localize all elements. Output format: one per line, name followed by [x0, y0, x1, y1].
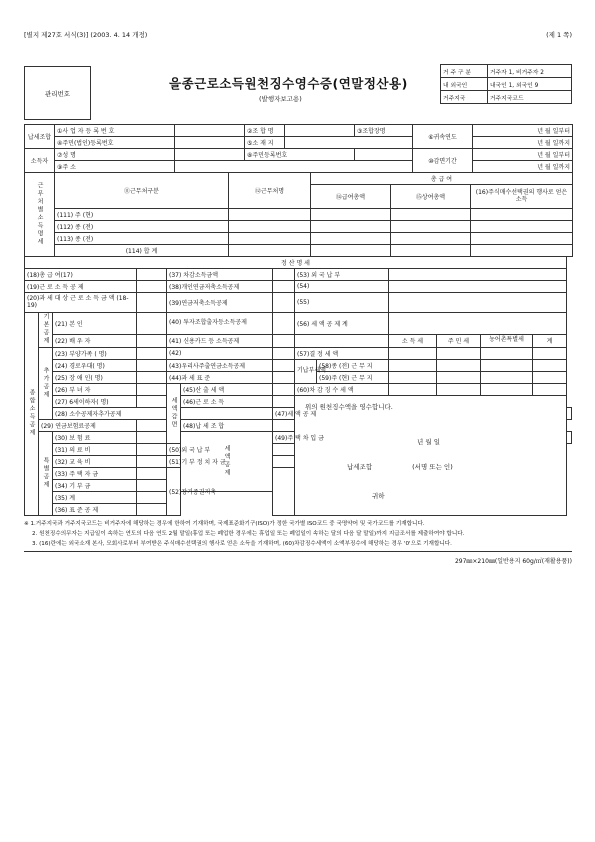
taxpayer-table: [24, 124, 573, 173]
cell[interactable]: [137, 504, 167, 516]
cell[interactable]: [137, 348, 167, 360]
cell[interactable]: [273, 360, 295, 372]
exempt-to[interactable]: 년 월 일까지: [473, 161, 573, 173]
cell[interactable]: [273, 313, 295, 335]
tax-credit-label: 세액공제: [181, 432, 273, 492]
col-workplace-type: ⑪근무처구분: [55, 173, 229, 209]
self-label: (21) 본 인: [53, 313, 137, 335]
cell[interactable]: [533, 360, 567, 372]
resident-no-label: ⑧주민등록번호: [245, 149, 355, 161]
form-subtitle: (발행자보고용): [259, 95, 302, 103]
pension-premium-label: (29) 연금보험료공제: [39, 420, 137, 432]
corp-no-field[interactable]: [175, 137, 245, 149]
address-label: ⑤소 재 지: [245, 137, 285, 149]
cell[interactable]: [273, 456, 295, 468]
col-income-tax: 소 득 세: [389, 334, 437, 347]
name-field[interactable]: [175, 149, 245, 161]
cell[interactable]: [137, 281, 167, 293]
office-box: [24, 66, 91, 120]
note-2: 2. 원천징수의무자는 지급일이 속하는 연도의 다음 연도 2월 말일(휴업 또는 폐업한 경우에는 휴업일 또는 폐업일이 속하는 달의 다음 달 말일)까지 지급조서를 제출하여야 합니다.: [32, 531, 465, 537]
curr-workplace-label: (59)주 (현) 근 무 지: [317, 372, 389, 384]
country-code[interactable]: 거주지국코드: [487, 91, 571, 104]
col-bonus-total: ⑮상여총액: [391, 185, 471, 209]
union-name-field[interactable]: [285, 125, 355, 137]
earner-label: 소득자: [25, 149, 55, 173]
cell[interactable]: [229, 221, 311, 233]
esop-label: (43)우리사주출연금소득공제: [167, 360, 273, 372]
disabled-label: (25) 장 애 인( 명): [53, 372, 137, 384]
housing-loan-label: (49)주 택 차 입 금: [273, 432, 295, 444]
cell[interactable]: [389, 269, 567, 281]
cell[interactable]: [389, 384, 437, 396]
workplace-table: [24, 172, 573, 257]
year-to[interactable]: 년 월 일까지: [473, 137, 573, 149]
row-prev-1: (112) 종 (전): [55, 221, 229, 233]
cell[interactable]: [137, 444, 167, 456]
medical-label: (31) 의 료 비: [53, 444, 137, 456]
cell[interactable]: [273, 281, 295, 293]
resident-no-field[interactable]: [355, 149, 413, 161]
confirmation-area: [295, 396, 567, 516]
document: [24, 30, 572, 565]
total-deduction-label: 종합소득공제: [25, 313, 39, 516]
dependents-label: (23) 부양가족 ( 명): [53, 348, 137, 360]
cell[interactable]: [391, 209, 471, 221]
payer-line: [347, 462, 564, 471]
cell[interactable]: [389, 372, 437, 384]
col-salary-total: ⑭급여총액: [311, 185, 391, 209]
cell[interactable]: [137, 480, 167, 492]
note-1: ※ 1.거주지국과 거주지국코드는 비거주자에 해당하는 경우에 한하여 기재하며, 국제표준화기구(ISO)가 정한 국가별 ISO코드 중 국명약어 및 국가코드를 기재합니다.: [24, 521, 425, 527]
cell[interactable]: [437, 372, 481, 384]
home-address-field[interactable]: [175, 161, 413, 173]
cell[interactable]: [471, 245, 573, 257]
row-prev-2: (113) 종 (전): [55, 233, 229, 245]
divider: [24, 551, 572, 552]
cell[interactable]: [137, 468, 167, 480]
standard-deduction-label: (36) 표 준 공 제: [53, 504, 137, 516]
basic-deduction-label: 기본공제: [39, 313, 53, 348]
cell[interactable]: [137, 432, 167, 444]
year-from[interactable]: 년 월 일부터: [473, 125, 573, 137]
cell[interactable]: [273, 269, 295, 281]
cell[interactable]: [481, 372, 533, 384]
row-total: (114) 합 계: [55, 245, 229, 257]
cell[interactable]: [311, 221, 391, 233]
row-current: (111) 주 (현): [55, 209, 229, 221]
earned-deduction-label: (19)근 로 소 득 공 제: [25, 281, 137, 293]
settlement-table: [24, 256, 572, 516]
blank-55-label: (55): [295, 293, 389, 313]
cell[interactable]: [273, 468, 295, 516]
taxable-income-label: (20)과 세 대 상 근 로 소 득 금 액 (18-19): [25, 293, 137, 313]
calc-tax-label: (45)산 출 세 액: [181, 384, 273, 396]
form-number: [별지 제27호 서식(3)] (2003. 4. 14 개정): [24, 31, 148, 39]
cell[interactable]: [273, 293, 295, 313]
union-credit-label: (48)납 세 조 합: [181, 420, 273, 432]
cell[interactable]: [311, 233, 391, 245]
office-label: 관리번호: [44, 89, 71, 98]
union-label: 납세조합: [25, 125, 55, 149]
determined-tax-label: (57)결 정 세 액: [295, 348, 389, 360]
investment-deduction-label: (40) 투자조합출자등소득공제: [167, 313, 273, 335]
net-collect-label: (60)차 감 징 수 세 액: [295, 384, 389, 396]
additional-deduction-label: 추가공제: [39, 348, 53, 420]
cell[interactable]: [229, 245, 311, 257]
confirm-date: 년 월 일: [417, 438, 440, 446]
tax-base-label: (44)과 세 표 준: [167, 372, 273, 384]
cell[interactable]: [137, 293, 167, 313]
cell[interactable]: [471, 221, 573, 233]
settlement-header: 정 산 명 세: [25, 257, 567, 269]
pension-saving-label: (38)개인연금저축소득공제: [167, 281, 273, 293]
cell[interactable]: [137, 360, 167, 372]
blank-42-label: (42): [167, 348, 273, 360]
payer-label: 납세조합: [347, 463, 373, 471]
cell[interactable]: [229, 209, 311, 221]
spouse-label: (22) 배 우 자: [53, 334, 137, 347]
cell[interactable]: [389, 348, 437, 360]
name-label: ⑦성 명: [55, 149, 175, 161]
cell[interactable]: [533, 348, 567, 360]
cell[interactable]: [391, 221, 471, 233]
classification-grid: [440, 64, 572, 104]
foreign-paid-label: (50)외 국 납 부: [167, 444, 181, 456]
cell[interactable]: [437, 360, 481, 372]
cell[interactable]: [481, 384, 533, 396]
cell[interactable]: [389, 281, 567, 293]
sign-label: (서명 또는 인): [412, 463, 453, 471]
cell[interactable]: [137, 334, 167, 347]
col-resident-tax: 주 민 세: [437, 334, 481, 347]
gross-pay-header: 총 급 여: [311, 173, 573, 185]
earned-credit-label: (46)근 로 소 득: [181, 396, 273, 408]
cell[interactable]: [137, 372, 167, 384]
cell[interactable]: [273, 396, 295, 408]
cell[interactable]: [437, 384, 481, 396]
credit-label: (47)세 액 공 제: [273, 408, 295, 420]
union-head-label: ③조합장명: [355, 125, 413, 137]
cell[interactable]: [273, 348, 295, 360]
confirm-text: 위의 원천징수액을 영수합니다.: [305, 403, 393, 411]
pension-deduction-label: (39)연금저축소득공제: [167, 293, 273, 313]
cell[interactable]: [137, 492, 167, 504]
cell[interactable]: [229, 233, 311, 245]
nationality-value[interactable]: 내국인 1, 외국인 9: [487, 78, 571, 91]
year-label: ⑥귀속연도: [413, 125, 473, 149]
col-workplace-name: ⑫근무처명: [229, 173, 311, 209]
corp-no-label: ④주민(법인)등록번호: [55, 137, 175, 149]
country-label: 거주지국: [441, 91, 488, 104]
special-total-label: (35) 계: [53, 492, 137, 504]
prepaid-label: 기납부세액: [295, 360, 317, 384]
cell[interactable]: [437, 348, 481, 360]
notes: [24, 519, 572, 549]
cell[interactable]: [273, 334, 295, 347]
col-rural-tax: 농어촌특별세: [481, 334, 533, 347]
cell[interactable]: [137, 420, 167, 432]
cell[interactable]: [311, 209, 391, 221]
cell[interactable]: [137, 384, 167, 396]
elderly-label: (24) 경로우대( 명): [53, 360, 137, 372]
residency-label: 거 주 구 분: [441, 65, 488, 78]
cell[interactable]: [567, 432, 572, 444]
cell[interactable]: [311, 245, 391, 257]
blank-tax-col: [295, 334, 389, 347]
exempt-from[interactable]: 년 월 일부터: [473, 149, 573, 161]
foreign-tax-label: (53) 외 국 납 부: [295, 269, 389, 281]
prev-workplace-label: (58)종 (전) 근 무 지: [317, 360, 389, 372]
political-label: (51)기 부 정 치 자 금: [167, 456, 181, 468]
title-area: [24, 62, 572, 120]
form-header: [24, 30, 572, 40]
note-3: 3. (16)란에는 외국소재 본사, 모회사로부터 부여받은 주식매수선택권의 행사로 얻은 소득을 기재하며, (60)차감징수세액이 소액부징수에 해당하는 경우 '0'으로 기재합니다.: [32, 541, 452, 547]
housing-fund-label: (33) 주 택 자 금: [53, 468, 137, 480]
cell[interactable]: [273, 420, 295, 432]
cell[interactable]: [137, 396, 167, 408]
biz-no-field[interactable]: [175, 125, 245, 137]
residency-value[interactable]: 거주자 1, 비거주자 2: [487, 65, 571, 78]
address-field[interactable]: [285, 137, 413, 149]
biz-no-label: ①사 업 자 등 록 번 호: [55, 125, 175, 137]
cell[interactable]: [481, 348, 533, 360]
cell[interactable]: [389, 293, 567, 313]
cell[interactable]: [567, 408, 572, 420]
net-income-label: (37) 차감소득금액: [167, 269, 273, 281]
cell[interactable]: [533, 384, 567, 396]
nationality-label: 내 외국인: [441, 78, 488, 91]
home-address-label: ⑨주 소: [55, 161, 175, 173]
insurance-label: (30) 보 험 료: [53, 432, 137, 444]
page-number: (제 1 쪽): [546, 31, 572, 39]
cell[interactable]: [137, 456, 167, 468]
col-total: 계: [533, 334, 567, 347]
long-term-label: (52)장기증권저축: [167, 468, 181, 516]
cell[interactable]: [391, 233, 471, 245]
donation-label: (34) 기 부 금: [53, 480, 137, 492]
cell[interactable]: [533, 372, 567, 384]
cell[interactable]: [137, 269, 167, 281]
female-label: (26) 부 녀 자: [53, 384, 137, 396]
gross-label: (18)총 급 여(17): [25, 269, 137, 281]
card-deduction-label: (41) 신용카드 등 소득공제: [167, 334, 273, 347]
education-label: (32) 교 육 비: [53, 456, 137, 468]
union-name-label: ②조 합 명: [245, 125, 285, 137]
cell[interactable]: [181, 408, 273, 420]
cell[interactable]: [389, 313, 567, 335]
cell[interactable]: [471, 233, 573, 245]
cell[interactable]: [391, 245, 471, 257]
col-stock-option: (16)주식매수선택권의 행사로 얻은 소득: [471, 185, 573, 209]
cell[interactable]: [471, 209, 573, 221]
workplace-section-label: 근무처별소득명세: [25, 173, 55, 257]
addressee: 귀하: [372, 492, 385, 500]
child-label: (27) 6세이하자( 명): [53, 396, 137, 408]
tax-reduction-label: 세액감면: [167, 384, 181, 444]
exempt-label: ⑩감면기간: [413, 149, 473, 173]
cell[interactable]: [273, 384, 295, 396]
form-title: 을종근로소득원천징수영수증(연말정산용): [169, 76, 408, 91]
cell[interactable]: [273, 372, 295, 384]
cell[interactable]: [481, 360, 533, 372]
cell[interactable]: [137, 313, 167, 335]
cell[interactable]: [389, 360, 437, 372]
tax-credit-total-label: (56) 세 액 공 제 계: [295, 313, 389, 335]
special-deduction-label: 특별공제: [39, 432, 53, 516]
paper-spec: 297㎜×210㎜(일반용지 60g/㎡(재활용품)): [454, 558, 572, 565]
blank-54-label: (54): [295, 281, 389, 293]
minority-label: (28) 소수공제자추가공제: [53, 408, 167, 420]
cell[interactable]: [273, 444, 295, 456]
